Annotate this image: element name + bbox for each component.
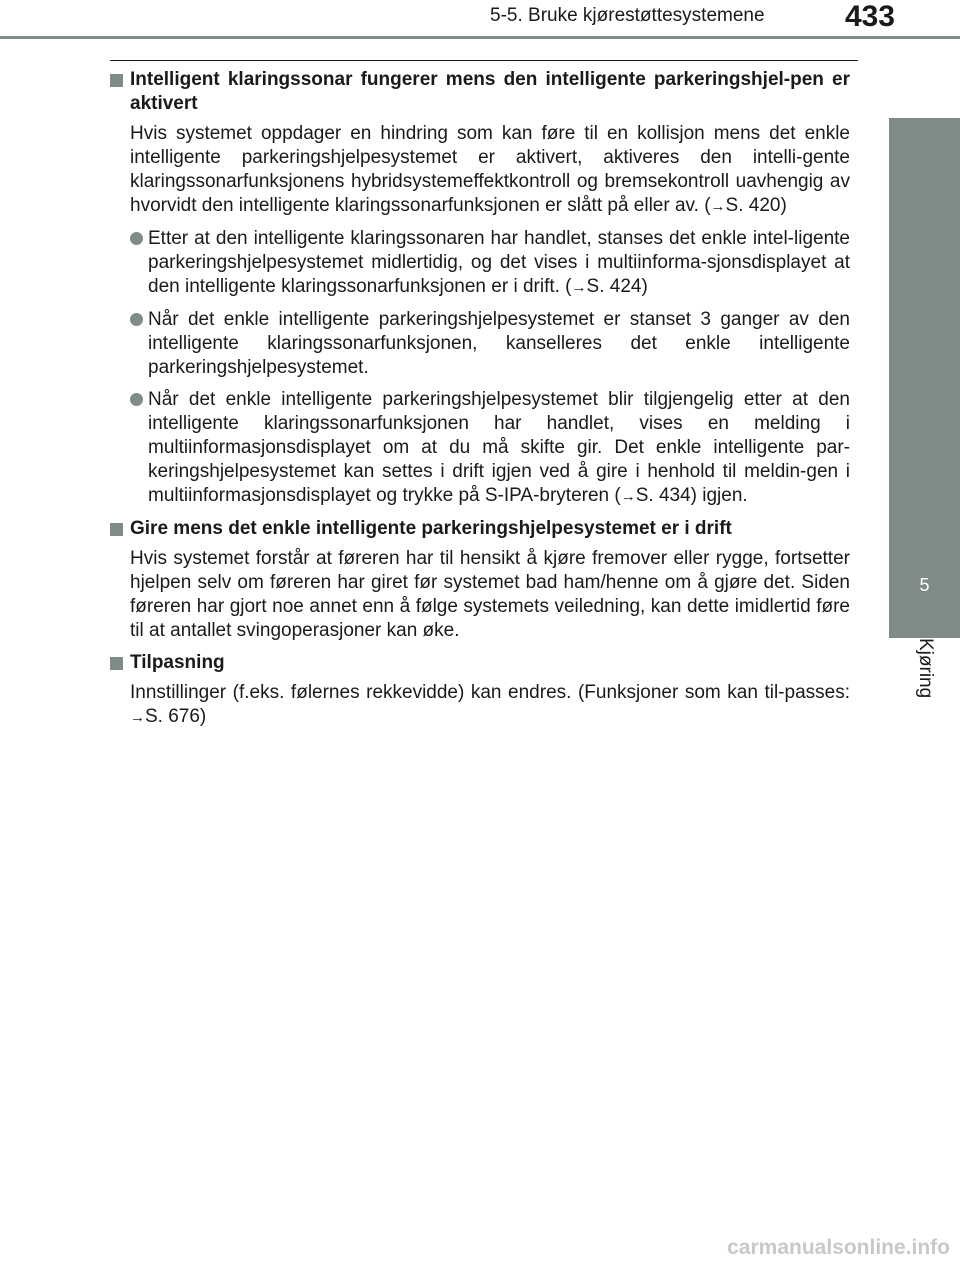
list-item-text-tail: igjen. bbox=[696, 485, 748, 506]
square-bullet-icon bbox=[110, 523, 123, 536]
page-reference-link[interactable]: S. 420) bbox=[725, 195, 787, 216]
chapter-side-tab bbox=[889, 118, 960, 638]
list-item-text: Etter at den intelligente klaringssonaren har handlet, stanses det enkle intel-ligente parkeringshjelpesystemet midlertidig, og det vises i multiinforma-sjonsdisplayet at den intelligente klaringssonarfunksjonen er i drift. ( bbox=[148, 228, 850, 297]
arrow-right-icon: → bbox=[710, 198, 726, 215]
paragraph-text: Hvis systemet oppdager en hindring som kan føre til en kollisjon mens det enkle intelligente parkeringshjelpesystemet er aktivert, aktiveres den intelli-gente klaringssonarfunksjonens hybridsystemeffektkontroll og bremsekontroll uavhengig av hvorvidt den intelligente klaringssonarfunksjonen er slått på eller av. ( bbox=[130, 123, 850, 216]
section-paragraph bbox=[130, 122, 850, 219]
section-heading-customization bbox=[108, 651, 850, 675]
chapter-label: Kjøring bbox=[915, 638, 936, 699]
square-bullet-icon bbox=[110, 74, 123, 87]
arrow-right-icon: → bbox=[130, 709, 145, 726]
section-heading-text: Gire mens det enkle intelligente parkeringshjelpesystemet er i drift bbox=[130, 518, 732, 539]
arrow-right-icon: → bbox=[620, 488, 636, 505]
list-item-text: Når det enkle intelligente parkeringshjelpesystemet er stanset 3 ganger av den intelligente klaringssonarfunksjonen, kanselleres det enkle intelligente parkeringshjelpesystemet. bbox=[148, 309, 850, 378]
page-number: 433 bbox=[844, 0, 895, 33]
arrow-right-icon: → bbox=[571, 279, 587, 296]
circle-bullet-icon bbox=[130, 313, 143, 326]
section-heading-intelligent-sonar bbox=[108, 68, 850, 116]
content-top-rule bbox=[110, 60, 858, 61]
section-heading-gear-shift bbox=[108, 517, 850, 541]
list-item bbox=[130, 308, 850, 380]
page-content bbox=[108, 68, 850, 738]
page-reference-link[interactable]: S. 434) bbox=[635, 485, 697, 506]
chapter-number: 5 bbox=[919, 575, 930, 595]
list-item bbox=[130, 388, 850, 509]
paragraph-text: Innstillinger (f.eks. følernes rekkevidde) kan endres. (Funksjoner som kan til-passes: bbox=[130, 682, 850, 703]
section-paragraph: Hvis systemet forstår at føreren har til hensikt å kjøre fremover eller rygge, fortsetter hjelpen selv om føreren har giret før systemet bad ham/henne om å gjøre det. Siden føreren har gjort noe annet enn å følge systemets veiledning, kan dette imidlertid føre til at antallet svingoperasjoner kan øke. bbox=[130, 548, 850, 641]
list-item-text: Når det enkle intelligente parkeringshjelpesystemet blir tilgjengelig etter at den intelligente klaringssonarfunksjonen har handlet, vises en melding i multiinformasjonsdisplayet om at du må skifte gir. Det enkle intelligente par-keringshjelpesystemet kan settes i drift igjen ved å gire i henhold til meldin-gen i multiinformasjonsdisplayet og trykke på S-IPA-bryteren ( bbox=[148, 389, 850, 506]
chapter-label-container bbox=[889, 638, 960, 758]
header-rule bbox=[0, 36, 960, 39]
header-section-title: 5-5. Bruke kjørestøttesystemene bbox=[490, 5, 765, 26]
page-reference-link[interactable]: S. 424) bbox=[586, 276, 648, 297]
section-heading-text: Tilpasning bbox=[130, 652, 225, 673]
circle-bullet-icon bbox=[130, 393, 143, 406]
section-heading-text: Intelligent klaringssonar fungerer mens den intelligente parkeringshjel-pen er aktivert bbox=[130, 69, 850, 114]
circle-bullet-icon bbox=[130, 232, 143, 245]
page-reference-link[interactable]: S. 676) bbox=[145, 706, 207, 727]
footer-watermark: carmanualsonline.info bbox=[727, 1236, 950, 1259]
square-bullet-icon bbox=[110, 657, 123, 670]
list-item bbox=[130, 227, 850, 300]
section-paragraph bbox=[130, 681, 850, 730]
